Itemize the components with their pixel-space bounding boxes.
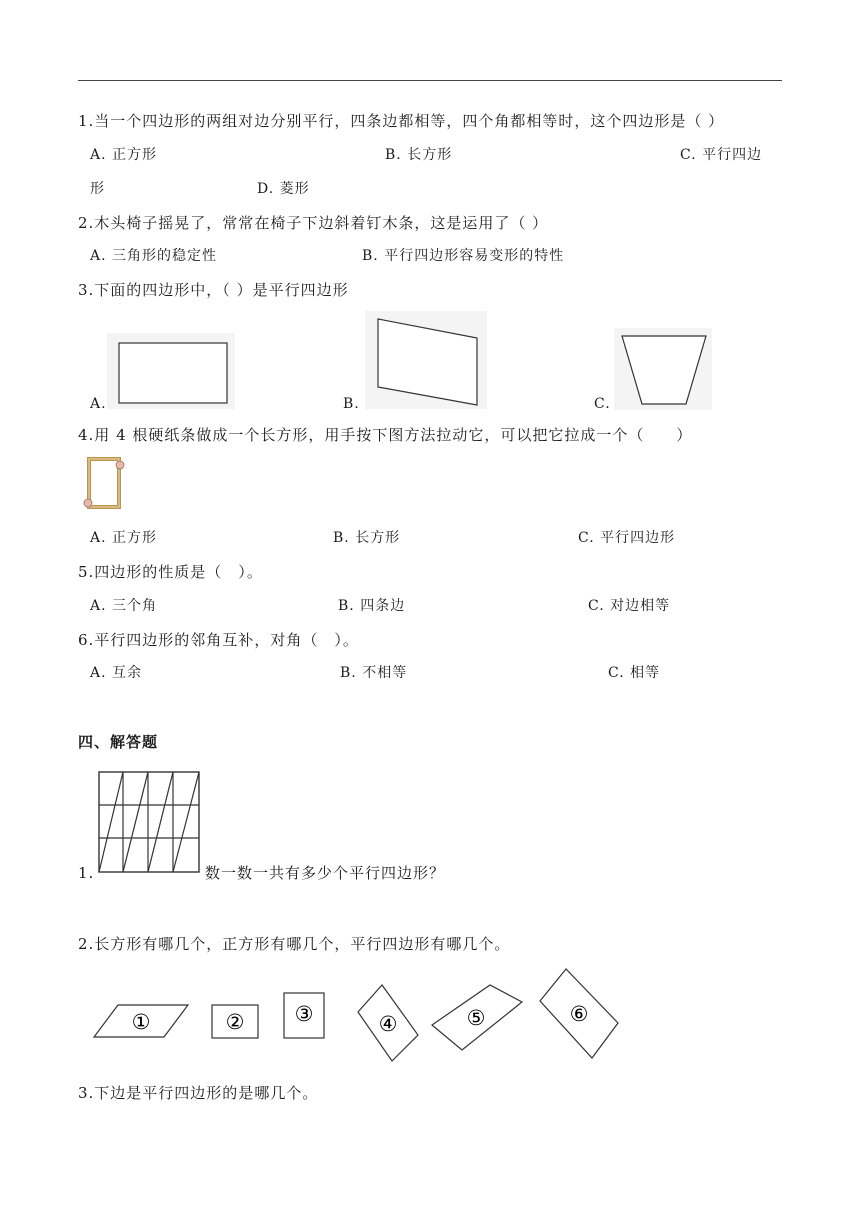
shape-6-rectangle [540,969,618,1058]
q6-option-a[interactable]: A. 互余 [90,665,143,681]
problem3-text: 3.下边是平行四边形的是哪几个。 [78,1084,319,1102]
q3-option-a[interactable]: A. [90,396,107,412]
q4-option-c[interactable]: C. 平行四边形 [578,530,676,546]
q3-option-c[interactable]: C. [594,396,611,412]
q6-stem: 6.平行四边形的邻角互补，对角（ ）。 [78,631,359,649]
q2-option-a[interactable]: A. 三角形的稳定性 [90,248,218,264]
shape-2-square [212,1005,258,1038]
q5-option-b[interactable]: B. 四条边 [338,598,406,614]
q1-option-a[interactable]: A. 正方形 [90,147,158,163]
q2-stem: 2.木头椅子摇晃了，常常在椅子下边斜着钉木条，这是运用了（ ） [78,214,549,232]
q4-option-a[interactable]: A. 正方形 [90,530,158,546]
q4-stem: 4.用 4 根硬纸条做成一个长方形，用手按下图方法拉动它，可以把它拉成一个（ ） [78,426,693,444]
shape-6-label: ⑥ [569,1002,589,1026]
q4-paper-strip-frame-figure [84,455,130,513]
problem1-grid-figure [97,770,201,874]
problem2-shapes-figure [92,965,632,1065]
q1-option-d[interactable]: D. 菱形 [257,181,310,197]
q6-option-b[interactable]: B. 不相等 [340,665,408,681]
q3-stem: 3.下面的四边形中，（ ）是平行四边形 [78,281,349,299]
header-rule [78,80,782,81]
q3-trapezoid-figure [614,328,712,410]
q5-option-a[interactable]: A. 三个角 [90,598,158,614]
shape-3-label: ③ [294,1002,314,1026]
shape-3-rectangle [284,993,324,1038]
shape-1-parallelogram [94,1005,188,1037]
shape-4-label: ④ [378,1012,398,1036]
hand-bottom-left-icon [84,499,92,507]
q1-option-b[interactable]: B. 长方形 [385,147,453,163]
q5-option-c[interactable]: C. 对边相等 [588,598,671,614]
q6-option-c[interactable]: C. 相等 [608,665,661,681]
shape-5-label: ⑤ [466,1006,486,1030]
section-heading: 四、解答题 [78,733,159,751]
q5-stem: 5.四边形的性质是（ ）。 [78,563,263,581]
problem2-text: 2.长方形有哪几个，正方形有哪几个，平行四边形有哪几个。 [78,935,511,953]
q1-option-c[interactable]: C. 平行四边 [680,147,763,163]
hand-top-right-icon [116,461,124,469]
q2-option-b[interactable]: B. 平行四边形容易变形的特性 [362,248,565,264]
shape-1-label: ① [131,1010,151,1034]
problem1-text: 数一数一共有多少个平行四边形？ [205,864,446,882]
shape-2-label: ② [225,1010,245,1034]
problem1-number: 1. [78,864,95,882]
q3-parallelogram-figure [365,311,487,409]
q1-option-c-continued: 形 [90,181,105,197]
q4-option-b[interactable]: B. 长方形 [333,530,401,546]
q3-option-b[interactable]: B. [343,396,360,412]
q3-rectangle-figure [107,333,235,409]
q1-stem: 1.当一个四边形的两组对边分别平行，四条边都相等，四个角都相等时，这个四边形是（ ） [78,112,725,130]
shape-4-rhombus [358,985,418,1061]
shape-5-parallelogram [432,985,522,1050]
